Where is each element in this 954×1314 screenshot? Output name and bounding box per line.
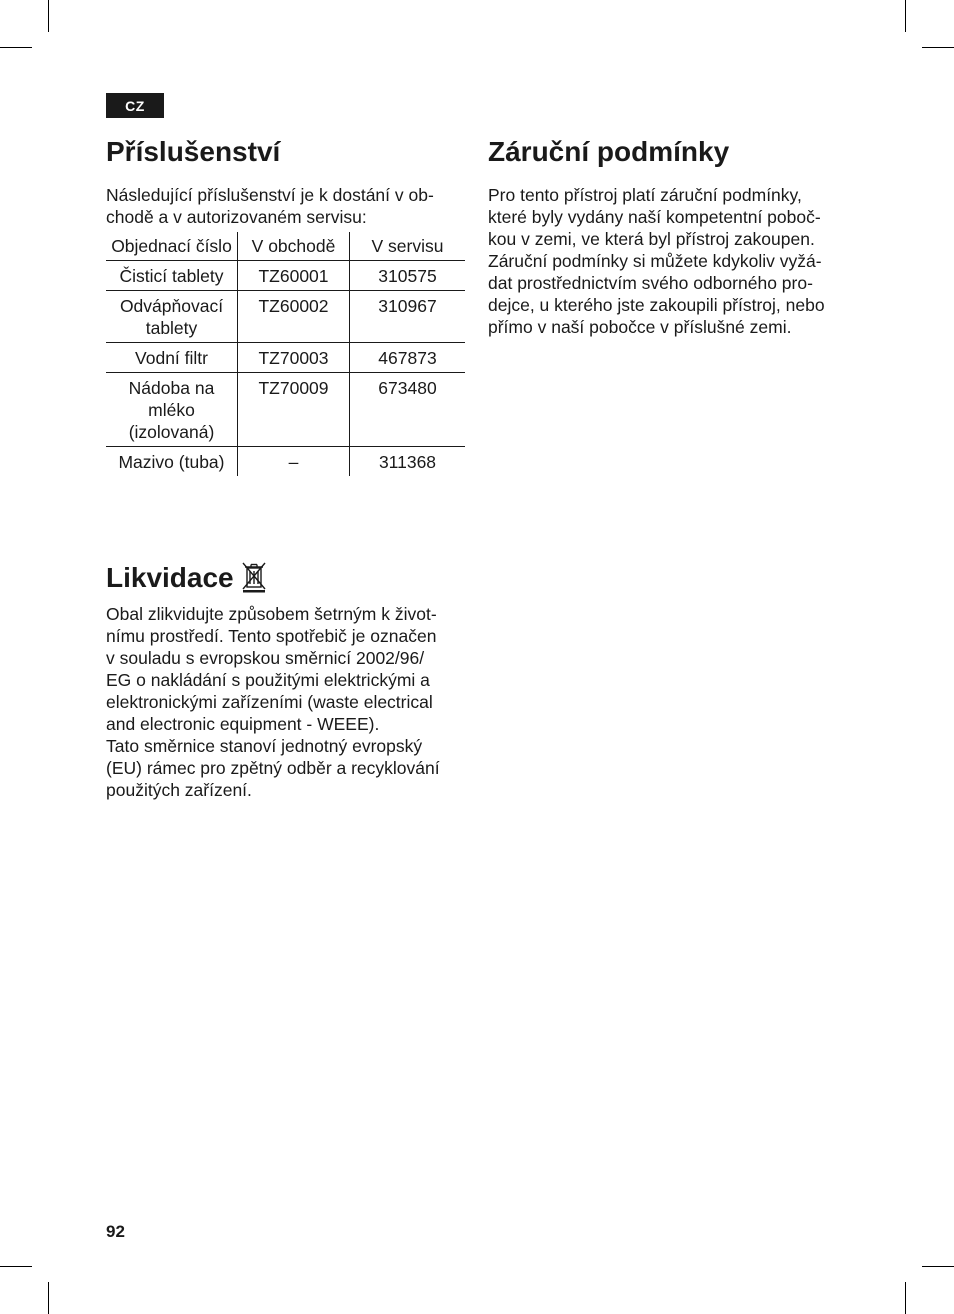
cell-store-code: – <box>238 447 350 477</box>
header-order-number: Objednací číslo <box>106 232 238 261</box>
disposal-paragraph-2: Tato směrnice stanoví jednotný evropský (EU) rámec pro zpětný odběr a recyklování použitých zařízení. <box>106 736 440 800</box>
warranty-text: Pro tento přístroj platí záruční podmínky, které byly vydány naší kompetentní poboč- kou v zemi, ve která byl přístroj zakoupen. Záruční podmínky si můžete kdykoliv vyžá- dat prostřednictvím svého odborného pro- dejce, u kterého jste zakoupili přístroj, nebo přímo v naší pobočce v příslušné zemi. <box>488 185 825 337</box>
table-row <box>106 343 465 373</box>
crop-mark <box>48 0 49 32</box>
table-row <box>106 447 465 477</box>
cell-store-code: TZ60001 <box>238 261 350 291</box>
language-badge: CZ <box>106 93 164 118</box>
disposal-heading <box>106 561 268 600</box>
accessories-table <box>106 232 465 476</box>
crop-mark <box>48 1282 49 1314</box>
table-row <box>106 373 465 447</box>
cell-item: Čisticí tablety <box>106 261 238 291</box>
table-header-row <box>106 232 465 261</box>
crop-mark <box>0 1266 32 1267</box>
cell-store-code: TZ70009 <box>238 373 350 447</box>
weee-crossed-bin-icon <box>240 561 268 600</box>
cell-service-code: 673480 <box>350 373 466 447</box>
cell-item: Odvápňovací tablety <box>106 291 238 343</box>
cell-item: Mazivo (tuba) <box>106 447 238 477</box>
crop-mark <box>0 47 32 48</box>
table-row <box>106 261 465 291</box>
cell-service-code: 467873 <box>350 343 466 373</box>
crop-mark <box>905 0 906 32</box>
header-store: V obchodě <box>238 232 350 261</box>
warranty-title: Záruční podmínky <box>488 136 730 167</box>
cell-store-code: TZ60002 <box>238 291 350 343</box>
cell-service-code: 310967 <box>350 291 466 343</box>
cell-service-code: 310575 <box>350 261 466 291</box>
accessories-intro: Následující příslušenství je k dostání v ob- chodě a v autorizovaném servisu: <box>106 185 434 227</box>
crop-mark <box>922 1266 954 1267</box>
crop-mark <box>905 1282 906 1314</box>
disposal-paragraph-1: Obal zlikvidujte způsobem šetrným k život- nímu prostředí. Tento spotřebič je označen v souladu s evropskou směrnicí 2002/96/ EG o nakládání s použitými elektrickými a elektronickými zařízeními (waste electrical and electronic equipment - WEEE). <box>106 604 437 734</box>
cell-item: Nádoba na mléko (izolovaná) <box>106 373 238 447</box>
page-number: 92 <box>106 1222 125 1241</box>
cell-service-code: 311368 <box>350 447 466 477</box>
disposal-title: Likvidace <box>106 562 234 593</box>
cell-item: Vodní filtr <box>106 343 238 373</box>
header-service: V servisu <box>350 232 466 261</box>
crop-mark <box>922 47 954 48</box>
cell-store-code: TZ70003 <box>238 343 350 373</box>
table-row <box>106 291 465 343</box>
accessories-title: Příslušenství <box>106 136 281 167</box>
